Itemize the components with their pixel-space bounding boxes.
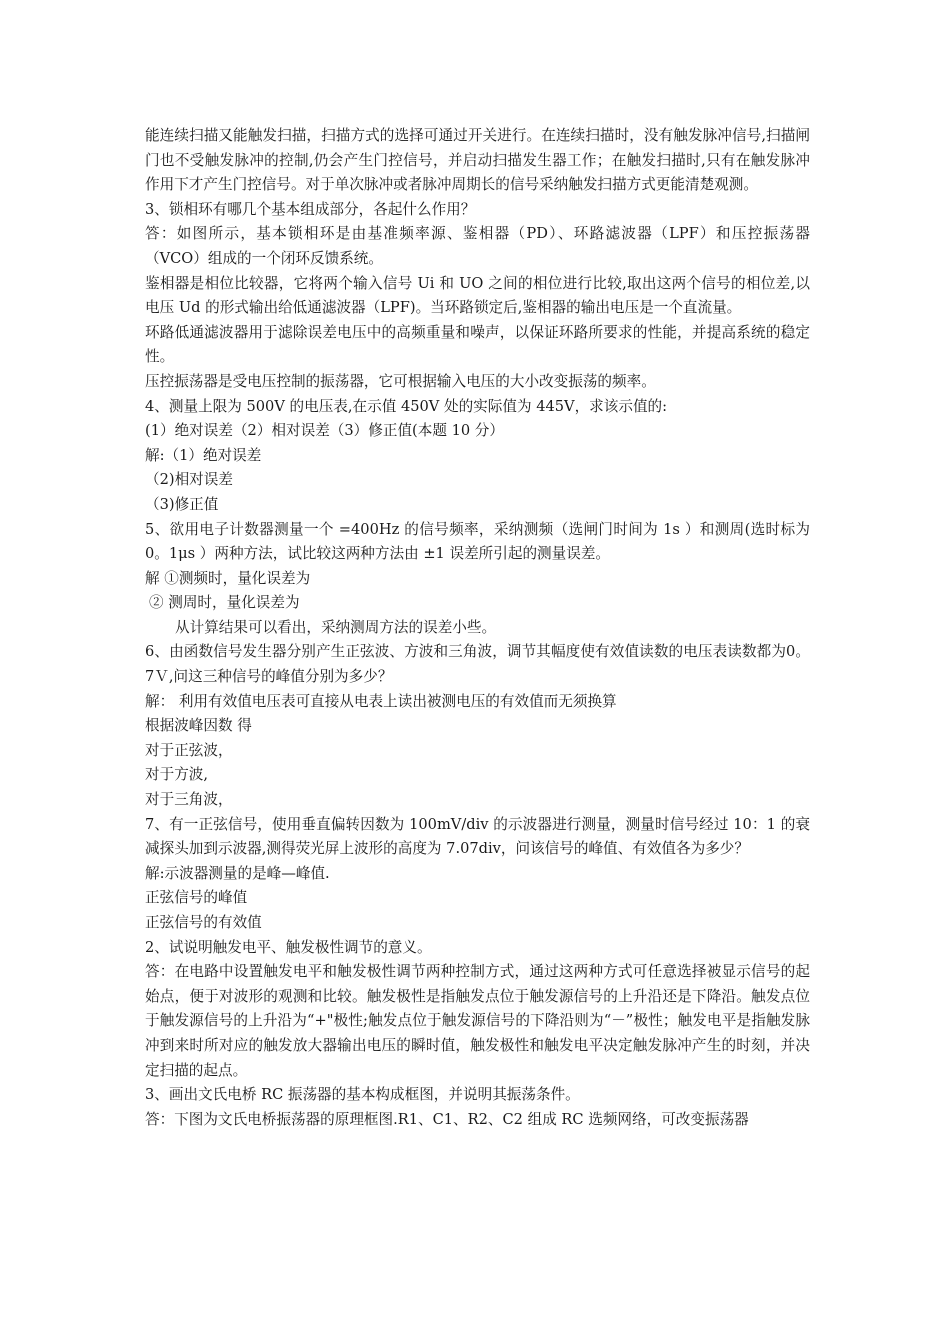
question-3-wien-bridge: 3、画出文氏电桥 RC 振荡器的基本构成框图，并说明其振荡条件。 xyxy=(145,1086,580,1104)
paragraph-vco: 压控振荡器是受电压控制的振荡器，它可根据输入电压的大小改变振荡的频率。 xyxy=(145,372,656,390)
solution-5-period: ② 测周时，量化误差为 xyxy=(149,594,300,612)
question-5-counter: 5、欲用电子计数器测量一个 =400Hz 的信号频率，采纳测频（选闸门时间为 1s ）和测周(选时标为 0。1μs ）两种方法，试比较这两种方法由 ±1 误差所引起的测量误差。 xyxy=(145,520,810,563)
solution-5-conclusion: 从计算结果可以看出，采纳测周方法的误差小些。 xyxy=(175,618,497,636)
solution-6-crest-factor: 根据波峰因数 得 xyxy=(145,717,252,735)
solution-7-rms: 正弦信号的有效值 xyxy=(145,914,262,931)
solution-6-square: 对于方波, xyxy=(145,766,209,784)
solution-6-intro: 解： 利用有效值电压表可直接从电表上读出被测电压的有效值而无须换算 xyxy=(145,692,617,710)
paragraph-loop-filter: 环路低通滤波器用于滤除误差电压中的高频重量和噪声，以保证环路所要求的性能，并提高系统的稳定性。 xyxy=(145,323,810,366)
solution-5-frequency: 解 ①测频时，量化误差为 xyxy=(145,569,311,587)
question-6-waveforms: 6、由函数信号发生器分别产生正弦波、方波和三角波，调节其幅度使有效值读数的电压表读数都为0。7Ｖ,问这三种信号的峰值分别为多少？ xyxy=(145,643,810,686)
question-4-parts: (1）绝对误差（2）相对误差（3）修正值(本题 10 分） xyxy=(145,422,504,440)
question-4-voltmeter: 4、测量上限为 500V 的电压表,在示值 450V 处的实际值为 445V，求该示值的: xyxy=(145,397,668,415)
question-2-trigger: 2、试说明触发电平、触发极性调节的意义。 xyxy=(145,938,432,956)
solution-6-sine: 对于正弦波， xyxy=(145,741,233,759)
paragraph-phase-detector: 鉴相器是相位比较器，它将两个输入信号 Ui 和 UO 之间的相位进行比较,取出这两个信号的相位差,以电压 Ud 的形式输出给低通滤波器（LPF)。当环路锁定后,鉴相器的输出电压是一个直流量。 xyxy=(145,274,810,317)
question-7-oscilloscope: 7、有一正弦信号，使用垂直偏转因数为 100mV/div 的示波器进行测量，测量时信号经过 10：1 的衰减探头加到示波器,测得荧光屏上波形的高度为 7.07div，问该信号的峰值、有效值各为多少？ xyxy=(145,815,810,858)
solution-4-relative-error: （2)相对误差 xyxy=(145,471,233,489)
solution-7-peak: 正弦信号的峰值 xyxy=(145,889,248,907)
question-3-pll: 3、锁相环有哪几个基本组成部分，各起什么作用？ xyxy=(145,200,476,218)
answer-3-pll: 答：如图所示，基本锁相环是由基准频率源、鉴相器（PD）、环路滤波器（LPF）和压控振荡器（VCO）组成的一个闭环反馈系统。 xyxy=(145,225,810,267)
solution-4-absolute-error: 解:（1）绝对误差 xyxy=(145,446,262,464)
answer-3-wien-bridge: 答：下图为文氏电桥振荡器的原理框图.R1、C1、R2、C2 组成 RC 选频网络，可改变振荡器 xyxy=(145,1110,749,1128)
solution-4-correction: （3)修正值 xyxy=(145,495,219,513)
paragraph-trigger-scan: 能连续扫描又能触发扫描，扫描方式的选择可通过开关进行。在连续扫描时，没有触发脉冲信号,扫描闸门也不受触发脉冲的控制,仍会产生门控信号，并启动扫描发生器工作；在触发扫描时,只有在触发脉冲作用下才产生门控信号。对于单次脉冲或者脉冲周期长的信号采纳触发扫描方式更能清楚观测。 xyxy=(145,127,810,194)
answer-2-trigger: 答：在电路中设置触发电平和触发极性调节两种控制方式，通过这两种方式可任意选择被显示信号的起始点，便于对波形的观测和比较。触发极性是指触发点位于触发源信号的上升沿还是下降沿。触发点位于触发源信号的上升沿为“+"极性;触发点位于触发源信号的下降沿则为“－”极性；触发电平是指触发脉冲到来时所对应的触发放大器输出电压的瞬时值，触发极性和触发电平决定触发脉冲产生的时刻，并决定扫描的起点。 xyxy=(145,963,810,1079)
solution-7-intro: 解:示波器测量的是峰—峰值. xyxy=(145,864,330,882)
document-body xyxy=(145,124,810,1132)
solution-6-triangle: 对于三角波， xyxy=(145,791,233,809)
